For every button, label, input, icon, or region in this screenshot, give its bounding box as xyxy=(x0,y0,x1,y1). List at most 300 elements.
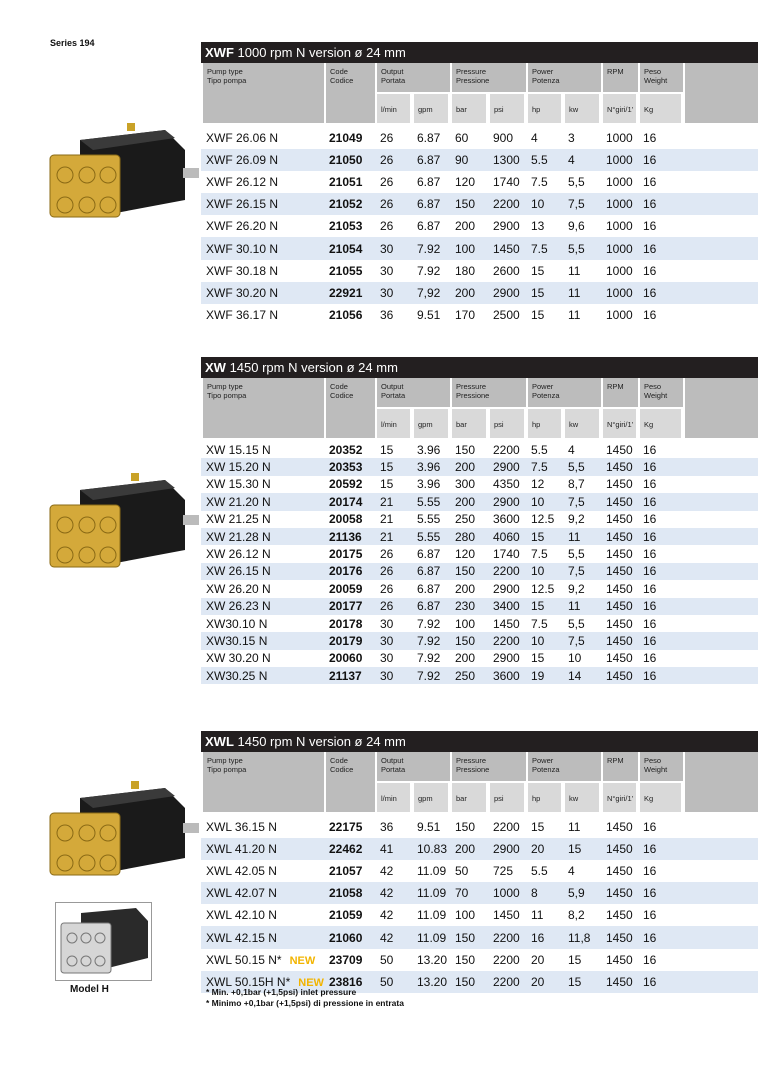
value-cell xyxy=(601,175,638,189)
unit-label: kw xyxy=(563,409,599,438)
cell-text: 1300 xyxy=(493,153,520,168)
value-cell xyxy=(563,153,601,167)
cell-text: 150 xyxy=(455,820,476,835)
value-cell xyxy=(488,582,526,596)
cell-text: 100 xyxy=(455,616,476,631)
value-cell xyxy=(375,530,412,544)
code-cell xyxy=(324,495,375,509)
value-cell xyxy=(563,286,601,300)
cell-text: 21053 xyxy=(329,219,363,234)
cell-text: 200 xyxy=(455,842,476,857)
cell-text: 11 xyxy=(531,908,544,923)
value-cell xyxy=(412,153,450,167)
cell-text: 2600 xyxy=(493,263,520,278)
cell-text: 10 xyxy=(568,651,582,666)
cell-text: 42 xyxy=(380,908,394,923)
cell-text: 2900 xyxy=(493,494,520,509)
value-cell xyxy=(601,634,638,648)
cell-text: 60 xyxy=(455,131,469,146)
cell-text: 5,5 xyxy=(568,547,585,562)
cell-text: 1000 xyxy=(606,285,633,300)
code-cell xyxy=(324,308,375,322)
value-cell xyxy=(526,864,563,878)
value-cell xyxy=(526,886,563,900)
cell-text: 7.5 xyxy=(531,460,548,475)
header-pump-type: Pump type Tipo pompa xyxy=(201,752,324,812)
cell-text: 11.09 xyxy=(417,908,447,923)
section-xwl xyxy=(201,731,758,993)
cell-text: 20 xyxy=(531,974,545,989)
cell-text: 20352 xyxy=(329,442,363,457)
table-row xyxy=(201,949,758,971)
value-cell xyxy=(563,908,601,922)
cell-text: 5,5 xyxy=(568,241,585,256)
cell-text: 120 xyxy=(455,175,476,190)
value-cell xyxy=(488,197,526,211)
cell-text: 8 xyxy=(531,886,538,901)
code-cell xyxy=(324,582,375,596)
pump-type-cell xyxy=(201,564,324,578)
value-cell xyxy=(638,495,683,509)
value-cell xyxy=(638,530,683,544)
value-cell xyxy=(450,864,488,878)
code-cell xyxy=(324,842,375,856)
cell-text: 7.92 xyxy=(417,651,441,666)
pump-type-cell xyxy=(201,599,324,613)
cell-text: 2500 xyxy=(493,307,520,322)
pump-image-xw xyxy=(45,470,200,585)
cell-text: 1000 xyxy=(493,886,520,901)
cell-text: XW 26.20 N xyxy=(206,581,271,596)
pump-type-cell xyxy=(201,582,324,596)
cell-text: XWF 30.18 N xyxy=(206,263,279,278)
cell-text: 1000 xyxy=(606,307,633,322)
table-row xyxy=(201,650,758,667)
value-cell xyxy=(526,820,563,834)
value-cell xyxy=(601,477,638,491)
value-cell xyxy=(601,264,638,278)
unit-label: N°giri/1' xyxy=(601,94,636,123)
cell-text: 120 xyxy=(455,547,476,562)
pump-type-cell xyxy=(201,530,324,544)
value-cell xyxy=(450,886,488,900)
value-cell xyxy=(526,512,563,526)
value-cell xyxy=(412,219,450,233)
cell-text: 9,6 xyxy=(568,219,585,234)
header-pump-type: Pump type Tipo pompa xyxy=(201,63,324,123)
value-cell xyxy=(375,564,412,578)
value-cell xyxy=(375,477,412,491)
value-cell xyxy=(450,599,488,613)
unit-label: gpm xyxy=(412,783,448,812)
value-cell xyxy=(563,264,601,278)
cell-text: 1450 xyxy=(606,512,633,527)
cell-text: 21060 xyxy=(329,930,363,945)
header-rpm: RPM xyxy=(601,752,638,781)
cell-text: 200 xyxy=(455,460,476,475)
cell-text: 7,5 xyxy=(568,197,585,212)
value-cell xyxy=(638,582,683,596)
pump-type-cell xyxy=(201,669,324,683)
value-cell xyxy=(450,477,488,491)
value-cell xyxy=(375,219,412,233)
cell-text: 26 xyxy=(380,153,394,168)
cell-text: 30 xyxy=(380,668,394,683)
value-cell xyxy=(563,820,601,834)
cell-text: 150 xyxy=(455,633,476,648)
cell-text: XWF 36.17 N xyxy=(206,307,279,322)
pump-type-cell xyxy=(201,634,324,648)
value-cell xyxy=(412,512,450,526)
cell-text: XW30.25 N xyxy=(206,668,268,683)
cell-text: 15 xyxy=(568,974,582,989)
value-cell xyxy=(526,286,563,300)
value-cell xyxy=(488,617,526,631)
cell-text: 21137 xyxy=(329,668,362,683)
value-cell xyxy=(563,175,601,189)
value-cell xyxy=(563,460,601,474)
value-cell xyxy=(526,495,563,509)
cell-text: 19 xyxy=(531,668,545,683)
table-row xyxy=(201,149,758,171)
cell-text: XWL 42.07 N xyxy=(206,886,277,901)
value-cell xyxy=(526,931,563,945)
value-cell xyxy=(375,886,412,900)
value-cell xyxy=(563,242,601,256)
cell-text: 250 xyxy=(455,668,476,683)
cell-text: 23709 xyxy=(329,952,363,967)
cell-text: 1450 xyxy=(493,241,520,256)
section-title-model: XWL xyxy=(205,734,234,749)
value-cell xyxy=(488,286,526,300)
cell-text: 7.92 xyxy=(417,241,441,256)
cell-text: 250 xyxy=(455,512,476,527)
value-cell xyxy=(526,651,563,665)
cell-text: 8,2 xyxy=(568,908,585,923)
cell-text: 21052 xyxy=(329,197,363,212)
cell-text: 1450 xyxy=(606,842,633,857)
cell-text: 16 xyxy=(643,197,657,212)
cell-text: 2200 xyxy=(493,197,520,212)
value-cell xyxy=(601,931,638,945)
cell-text: XW 15.15 N xyxy=(206,442,271,457)
cell-text: 150 xyxy=(455,952,476,967)
value-cell xyxy=(601,443,638,457)
code-cell xyxy=(324,864,375,878)
cell-text: 180 xyxy=(455,263,476,278)
cell-text: 1000 xyxy=(606,219,633,234)
value-cell xyxy=(638,286,683,300)
pump-type-cell xyxy=(201,547,324,561)
value-cell xyxy=(601,599,638,613)
cell-text: 1450 xyxy=(606,668,633,683)
value-cell xyxy=(638,460,683,474)
pump-type-cell xyxy=(201,219,324,233)
cell-text: 15 xyxy=(380,460,394,475)
value-cell xyxy=(563,512,601,526)
series-label: Series 194 xyxy=(50,38,95,48)
value-cell xyxy=(601,512,638,526)
cell-text: 2200 xyxy=(493,952,520,967)
value-cell xyxy=(488,153,526,167)
cell-text: 1740 xyxy=(493,175,520,190)
cell-text: 2900 xyxy=(493,842,520,857)
value-cell xyxy=(601,547,638,561)
code-cell xyxy=(324,443,375,457)
unit-label: bar xyxy=(450,409,486,438)
cell-text: XWF 26.12 N xyxy=(206,175,279,190)
cell-text: 21 xyxy=(380,494,394,509)
cell-text: 26 xyxy=(380,581,394,596)
cell-text: 21136 xyxy=(329,529,362,544)
value-cell xyxy=(526,975,563,989)
cell-text: 11 xyxy=(568,307,581,322)
cell-text: 22462 xyxy=(329,842,363,857)
value-cell xyxy=(450,286,488,300)
cell-text: 50 xyxy=(380,974,394,989)
cell-text: 1450 xyxy=(606,974,633,989)
pump-type-cell xyxy=(201,953,324,967)
cell-text: 1450 xyxy=(606,633,633,648)
value-cell xyxy=(450,175,488,189)
value-cell xyxy=(450,953,488,967)
cell-text: 2900 xyxy=(493,460,520,475)
value-cell xyxy=(450,495,488,509)
value-cell xyxy=(601,153,638,167)
value-cell xyxy=(638,443,683,457)
value-cell xyxy=(375,669,412,683)
cell-text: 5,9 xyxy=(568,886,585,901)
cell-text: 100 xyxy=(455,908,476,923)
table-row xyxy=(201,904,758,926)
unit-label: gpm xyxy=(412,94,448,123)
cell-text: 2900 xyxy=(493,581,520,596)
value-cell xyxy=(601,131,638,145)
table-row xyxy=(201,926,758,948)
value-cell xyxy=(563,495,601,509)
cell-text: 9,2 xyxy=(568,512,585,527)
value-cell xyxy=(375,512,412,526)
table-row xyxy=(201,476,758,493)
cell-text: 1450 xyxy=(493,908,520,923)
code-cell xyxy=(324,651,375,665)
value-cell xyxy=(412,908,450,922)
header-pressure: Pressure Pressione xyxy=(450,378,526,407)
value-cell xyxy=(375,443,412,457)
value-cell xyxy=(412,651,450,665)
cell-text: 15 xyxy=(531,599,545,614)
cell-text: 1000 xyxy=(606,153,633,168)
cell-text: XWF 26.09 N xyxy=(206,153,279,168)
cell-text: 725 xyxy=(493,864,514,879)
model-h-label: Model H xyxy=(70,984,109,995)
cell-text: 26 xyxy=(380,564,394,579)
value-cell xyxy=(375,131,412,145)
code-cell xyxy=(324,564,375,578)
pump-type-cell xyxy=(201,242,324,256)
header-rpm: RPM xyxy=(601,63,638,92)
cell-text: 4060 xyxy=(493,529,520,544)
cell-text: 16 xyxy=(643,820,657,835)
cell-text: 11,8 xyxy=(568,930,591,945)
cell-text: 1450 xyxy=(606,581,633,596)
cell-text: 5.5 xyxy=(531,153,548,168)
value-cell xyxy=(450,219,488,233)
code-cell xyxy=(324,286,375,300)
cell-text: 7.92 xyxy=(417,263,441,278)
value-cell xyxy=(450,617,488,631)
table-row xyxy=(201,282,758,304)
value-cell xyxy=(488,242,526,256)
cell-text: 2200 xyxy=(493,442,520,457)
new-badge: NEW xyxy=(298,976,324,989)
pump-type-cell xyxy=(201,842,324,856)
unit-label: N°giri/1' xyxy=(601,409,636,438)
value-cell xyxy=(526,153,563,167)
cell-text: 16 xyxy=(643,633,657,648)
table-body xyxy=(201,816,758,993)
code-cell xyxy=(324,820,375,834)
cell-text: 5.5 xyxy=(531,442,548,457)
cell-text: 11 xyxy=(568,263,581,278)
cell-text: 20059 xyxy=(329,581,363,596)
table-row xyxy=(201,237,758,259)
value-cell xyxy=(601,308,638,322)
table-row xyxy=(201,511,758,528)
cell-text: 5.55 xyxy=(417,512,441,527)
header-code: Code Codice xyxy=(324,752,375,812)
cell-text: 3.96 xyxy=(417,460,441,475)
header-weight: Peso Weight xyxy=(638,752,683,781)
cell-text: 30 xyxy=(380,633,394,648)
cell-text: 16 xyxy=(643,175,657,190)
code-cell xyxy=(324,599,375,613)
cell-text: 36 xyxy=(380,307,394,322)
cell-text: XWL 50.15H N* xyxy=(206,974,291,989)
cell-text: 26 xyxy=(380,219,394,234)
cell-text: 20353 xyxy=(329,460,363,475)
value-cell xyxy=(375,975,412,989)
cell-text: 20058 xyxy=(329,512,363,527)
value-cell xyxy=(412,931,450,945)
value-cell xyxy=(601,908,638,922)
cell-text: 1450 xyxy=(606,616,633,631)
value-cell xyxy=(412,264,450,278)
value-cell xyxy=(450,842,488,856)
value-cell xyxy=(488,547,526,561)
header-pump-type: Pump type Tipo pompa xyxy=(201,378,324,438)
cell-text: 7,5 xyxy=(568,564,585,579)
cell-text: 1450 xyxy=(606,564,633,579)
cell-text: 10 xyxy=(531,564,545,579)
cell-text: XW 15.30 N xyxy=(206,477,271,492)
header-output: Output Portata xyxy=(375,63,450,92)
value-cell xyxy=(488,931,526,945)
value-cell xyxy=(488,975,526,989)
value-cell xyxy=(638,599,683,613)
unit-label: l/min xyxy=(375,409,410,438)
value-cell xyxy=(601,886,638,900)
value-cell xyxy=(412,477,450,491)
cell-text: 10 xyxy=(531,494,545,509)
value-cell xyxy=(488,512,526,526)
cell-text: 42 xyxy=(380,886,394,901)
table-row xyxy=(201,304,758,326)
cell-text: 150 xyxy=(455,442,476,457)
value-cell xyxy=(638,477,683,491)
cell-text: 13 xyxy=(531,219,545,234)
value-cell xyxy=(488,634,526,648)
cell-text: 21051 xyxy=(329,175,363,190)
cell-text: 200 xyxy=(455,494,476,509)
value-cell xyxy=(375,495,412,509)
value-cell xyxy=(563,477,601,491)
cell-text: 3.96 xyxy=(417,477,441,492)
value-cell xyxy=(638,651,683,665)
value-cell xyxy=(412,197,450,211)
cell-text: 3.96 xyxy=(417,442,441,457)
cell-text: 26 xyxy=(380,599,394,614)
value-cell xyxy=(450,530,488,544)
cell-text: 2900 xyxy=(493,219,520,234)
cell-text: 4 xyxy=(568,442,575,457)
cell-text: 16 xyxy=(643,307,657,322)
cell-text: 16 xyxy=(643,529,657,544)
pump-image-xwl xyxy=(45,778,200,893)
cell-text: 6.87 xyxy=(417,599,441,614)
cell-text: 14 xyxy=(568,668,582,683)
table-row xyxy=(201,215,758,237)
cell-text: 36 xyxy=(380,820,394,835)
cell-text: XWL 41.20 N xyxy=(206,842,277,857)
pump-type-cell xyxy=(201,286,324,300)
value-cell xyxy=(638,864,683,878)
cell-text: 5,5 xyxy=(568,460,585,475)
code-cell xyxy=(324,219,375,233)
value-cell xyxy=(638,153,683,167)
cell-text: 11 xyxy=(568,529,581,544)
table-row xyxy=(201,816,758,838)
value-cell xyxy=(488,477,526,491)
cell-text: 2900 xyxy=(493,651,520,666)
code-cell xyxy=(324,931,375,945)
cell-text: XWL 42.05 N xyxy=(206,864,277,879)
value-cell xyxy=(563,443,601,457)
cell-text: 300 xyxy=(455,477,476,492)
unit-label: bar xyxy=(450,94,486,123)
section-title xyxy=(201,357,758,378)
value-cell xyxy=(450,975,488,989)
header-power: Power Potenza xyxy=(526,378,601,407)
table-row xyxy=(201,563,758,580)
cell-text: 42 xyxy=(380,864,394,879)
value-cell xyxy=(488,308,526,322)
cell-text: 26 xyxy=(380,175,394,190)
value-cell xyxy=(450,512,488,526)
cell-text: 16 xyxy=(531,930,545,945)
cell-text: 7.92 xyxy=(417,668,441,683)
cell-text: 1000 xyxy=(606,241,633,256)
cell-text: 20 xyxy=(531,952,545,967)
value-cell xyxy=(638,842,683,856)
note-it: * Minimo +0,1bar (+1,5psi) di pressione in entrata xyxy=(206,998,404,1008)
pump-type-cell xyxy=(201,512,324,526)
cell-text: XWF 30.20 N xyxy=(206,285,279,300)
cell-text: 1450 xyxy=(606,494,633,509)
value-cell xyxy=(488,599,526,613)
code-cell xyxy=(324,669,375,683)
section-title xyxy=(201,42,758,63)
